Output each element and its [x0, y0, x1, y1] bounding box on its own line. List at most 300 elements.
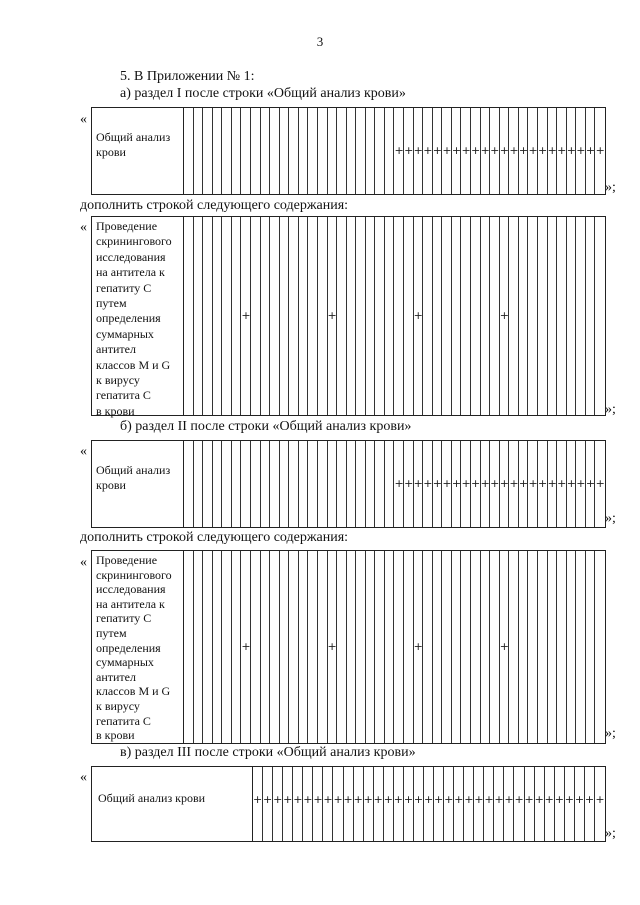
plus-mark: + [494, 793, 504, 806]
plus-mark: + [413, 477, 423, 490]
plus-mark: + [444, 793, 454, 806]
grid-column [509, 551, 519, 743]
plus-mark: + [404, 144, 414, 157]
grid-column [528, 217, 538, 415]
grid-column [514, 767, 524, 841]
plus-mark: + [480, 144, 490, 157]
grid-column [303, 767, 313, 841]
grid-column [299, 441, 309, 527]
grid-column [519, 217, 529, 415]
plus-mark: + [574, 793, 585, 806]
plus-mark: + [327, 640, 337, 653]
grid-column [261, 217, 271, 415]
row-label: Общий анализ крови [96, 130, 171, 160]
open-quote: « [80, 770, 87, 785]
grid-column [347, 108, 357, 194]
blood-test-row-table [91, 440, 606, 528]
plus-mark: + [471, 144, 481, 157]
grid-column [471, 441, 481, 527]
grid-column [586, 441, 596, 527]
grid-column [270, 551, 280, 743]
close-quote: »; [605, 402, 616, 417]
grid-column [299, 108, 309, 194]
plus-mark: + [253, 793, 263, 806]
grid-column [471, 551, 481, 743]
grid-column [328, 108, 338, 194]
grid-column [308, 441, 318, 527]
blood-test-row-table [91, 107, 606, 195]
grid-column [194, 551, 204, 743]
plus-mark: + [373, 793, 383, 806]
grid-column [194, 441, 204, 527]
grid-column [494, 767, 504, 841]
plus-mark: + [323, 793, 333, 806]
grid-column [337, 217, 347, 415]
plus-mark: + [263, 793, 273, 806]
row-label-cell [92, 767, 253, 841]
section-a-title: а) раздел I после строки «Общий анализ крови» [120, 86, 406, 101]
section-c-title: в) раздел III после строки «Общий анализ крови» [120, 745, 416, 760]
grid-column [444, 767, 454, 841]
grid-column [366, 108, 376, 194]
close-quote: »; [605, 511, 616, 526]
grid-column [565, 767, 575, 841]
grid-column [323, 767, 333, 841]
plus-mark: + [413, 309, 423, 322]
grid-column [500, 441, 510, 527]
plus-mark: + [576, 477, 586, 490]
grid-column [308, 551, 318, 743]
plus-mark: + [547, 477, 557, 490]
grid-column [509, 217, 519, 415]
grid-column [289, 217, 299, 415]
grid-column [481, 108, 491, 194]
plus-mark: + [584, 793, 595, 806]
grid-column [423, 441, 433, 527]
grid-column [184, 551, 194, 743]
open-quote: « [80, 112, 87, 127]
plus-mark: + [509, 477, 519, 490]
row-label: Общий анализ крови [96, 463, 171, 493]
grid-column [490, 217, 500, 415]
plus-mark: + [343, 793, 353, 806]
grid-column [424, 767, 434, 841]
supplement-text: дополнить строкой следующего содержания: [80, 530, 349, 545]
plus-mark: + [413, 640, 423, 653]
plus-mark: + [333, 793, 343, 806]
grid-column [585, 767, 595, 841]
plus-mark: + [461, 144, 471, 157]
grid-column [548, 551, 558, 743]
grid-column [213, 108, 223, 194]
plus-mark: + [413, 793, 424, 806]
plus-mark: + [534, 793, 544, 806]
grid-column [452, 217, 462, 415]
grid-column [232, 441, 242, 527]
plus-mark: + [595, 144, 605, 157]
plus-mark: + [432, 144, 442, 157]
row-label: Общий анализ крови [98, 791, 206, 805]
plus-mark: + [499, 144, 509, 157]
grid-column [500, 217, 510, 415]
plus-mark: + [461, 477, 471, 490]
grid-column [203, 217, 213, 415]
row-label-cell [92, 441, 184, 527]
grid-column [328, 441, 338, 527]
grid-column [404, 108, 414, 194]
grid-column [474, 767, 484, 841]
plus-mark: + [404, 477, 414, 490]
grid-column [366, 551, 376, 743]
grid-column [203, 551, 213, 743]
grid-column [222, 441, 232, 527]
grid-column [500, 551, 510, 743]
plus-mark: + [434, 793, 444, 806]
grid-column [241, 108, 251, 194]
grid-column [356, 441, 366, 527]
grid-column [213, 551, 223, 743]
grid-column [538, 551, 548, 743]
row-label-cell [92, 108, 184, 194]
plus-mark: + [585, 144, 596, 157]
open-quote: « [80, 220, 87, 235]
page-number: 3 [316, 34, 324, 49]
grid-column [557, 217, 567, 415]
grid-column [423, 217, 433, 415]
plus-mark: + [394, 477, 404, 490]
grid-column [414, 767, 424, 841]
plus-mark: + [564, 793, 574, 806]
grid-column [222, 551, 232, 743]
grid-column [374, 767, 384, 841]
grid-column [555, 767, 565, 841]
grid-column [213, 217, 223, 415]
grid-column [433, 217, 443, 415]
grid-column [500, 108, 510, 194]
plus-mark: + [524, 793, 534, 806]
open-quote: « [80, 555, 87, 570]
plus-mark: + [499, 477, 509, 490]
plus-mark: + [528, 477, 538, 490]
grid-column [442, 217, 452, 415]
grid-column [261, 108, 271, 194]
grid-column [576, 441, 586, 527]
grid-column [548, 108, 558, 194]
grid-column [471, 217, 481, 415]
close-quote: »; [605, 826, 616, 841]
plus-mark: + [499, 640, 509, 653]
grid-column [289, 551, 299, 743]
plus-mark: + [241, 640, 251, 653]
grid-column [528, 441, 538, 527]
grid-column [575, 767, 585, 841]
grid-column [318, 441, 328, 527]
plus-mark: + [293, 793, 303, 806]
grid-column [481, 441, 491, 527]
grid-column [394, 767, 404, 841]
grid-column [299, 217, 309, 415]
grid-column [545, 767, 555, 841]
plus-mark: + [303, 793, 313, 806]
section-b-title: б) раздел II после строки «Общий анализ крови» [120, 419, 412, 434]
grid-column [586, 217, 596, 415]
grid-column [222, 108, 232, 194]
grid-column [366, 441, 376, 527]
grid-column [557, 108, 567, 194]
plus-mark: + [499, 309, 509, 322]
grid-column [261, 551, 271, 743]
grid-column [270, 108, 280, 194]
grid-column [385, 108, 395, 194]
grid-column [595, 108, 605, 194]
plus-mark: + [451, 144, 462, 157]
grid-column [576, 217, 586, 415]
plus-mark: + [241, 309, 251, 322]
grid-column [452, 441, 462, 527]
grid-column [194, 217, 204, 415]
supplement-text: дополнить строкой следующего содержания: [80, 198, 349, 213]
grid-column [375, 108, 385, 194]
plus-mark: + [454, 793, 464, 806]
plus-mark: + [442, 144, 452, 157]
grid-column [289, 441, 299, 527]
screening-row-table [91, 550, 606, 744]
plus-mark: + [528, 144, 538, 157]
grid-column [538, 441, 548, 527]
plus-mark: + [585, 477, 596, 490]
grid-column [395, 551, 405, 743]
grid-column [414, 217, 424, 415]
grid-column [395, 441, 405, 527]
grid-column [442, 551, 452, 743]
grid-column [251, 551, 261, 743]
grid-column [509, 441, 519, 527]
grid-column [490, 108, 500, 194]
grid-column [433, 441, 443, 527]
grid-column [270, 217, 280, 415]
grid-column [253, 767, 263, 841]
plus-mark: + [423, 144, 433, 157]
grid-column [366, 217, 376, 415]
grid-column [385, 551, 395, 743]
plus-mark: + [283, 793, 293, 806]
screening-row-table [91, 216, 606, 416]
plus-mark: + [576, 144, 586, 157]
grid-column [404, 551, 414, 743]
grid-column [442, 108, 452, 194]
grid-column [356, 551, 366, 743]
plus-mark: + [509, 144, 519, 157]
plus-mark: + [518, 477, 529, 490]
grid-column [385, 441, 395, 527]
grid-column [395, 217, 405, 415]
grid-column [232, 217, 242, 415]
grid-column [203, 441, 213, 527]
plus-mark: + [480, 477, 490, 490]
grid-column [404, 217, 414, 415]
grid-column [461, 108, 471, 194]
plus-mark: + [544, 793, 554, 806]
grid-column [595, 767, 605, 841]
grid-column [395, 108, 405, 194]
plus-mark: + [432, 477, 442, 490]
grid-column [557, 551, 567, 743]
grid-column [337, 108, 347, 194]
grid-column [567, 551, 577, 743]
grid-column [328, 217, 338, 415]
grid-column [595, 551, 605, 743]
grid-column [241, 217, 251, 415]
grid-column [344, 767, 354, 841]
grid-column [347, 441, 357, 527]
plus-mark: + [442, 477, 452, 490]
grid-column [509, 108, 519, 194]
grid-column [461, 217, 471, 415]
grid-column [318, 551, 328, 743]
plus-mark: + [423, 793, 434, 806]
plus-mark: + [403, 793, 414, 806]
grid-column [280, 441, 290, 527]
grid-column [337, 551, 347, 743]
grid-column [484, 767, 494, 841]
grid-column [567, 441, 577, 527]
grid-column [251, 441, 261, 527]
grid-column [328, 551, 338, 743]
grid-column [354, 767, 364, 841]
grid-column [414, 108, 424, 194]
grid-column [433, 108, 443, 194]
plus-mark: + [413, 144, 423, 157]
grid-column [385, 217, 395, 415]
close-quote: »; [605, 726, 616, 741]
grid-column [567, 217, 577, 415]
grid-column [270, 441, 280, 527]
grid-column [548, 441, 558, 527]
grid-column [184, 217, 194, 415]
grid-column [232, 551, 242, 743]
grid-column [375, 217, 385, 415]
grid-column [538, 108, 548, 194]
grid-column [384, 767, 394, 841]
grid-column [548, 217, 558, 415]
plus-mark: + [504, 793, 514, 806]
grid-column [454, 767, 464, 841]
grid-column [364, 767, 374, 841]
grid-column [404, 441, 414, 527]
grid-column [347, 217, 357, 415]
plus-mark: + [313, 793, 323, 806]
grid-column [313, 767, 323, 841]
grid-column [490, 441, 500, 527]
grid-column [194, 108, 204, 194]
plus-mark: + [327, 309, 337, 322]
grid-column [251, 108, 261, 194]
grid-column [280, 217, 290, 415]
grid-column [535, 767, 545, 841]
grid-column [519, 441, 529, 527]
grid-column [404, 767, 414, 841]
plus-mark: + [353, 793, 363, 806]
plus-mark: + [490, 477, 500, 490]
grid-column [471, 108, 481, 194]
grid-column [464, 767, 474, 841]
grid-column [504, 767, 514, 841]
grid-column [452, 108, 462, 194]
grid-column [273, 767, 283, 841]
grid-column [414, 551, 424, 743]
grid-column [538, 217, 548, 415]
grid-column [375, 441, 385, 527]
grid-column [525, 767, 535, 841]
plus-mark: + [518, 144, 529, 157]
plus-mark: + [547, 144, 557, 157]
grid-column [433, 551, 443, 743]
grid-column [184, 108, 194, 194]
grid-column [576, 551, 586, 743]
grid-column [557, 441, 567, 527]
grid-column [222, 217, 232, 415]
grid-column [337, 441, 347, 527]
grid-column [289, 108, 299, 194]
plus-mark: + [538, 477, 548, 490]
grid-column [375, 551, 385, 743]
plus-mark: + [474, 793, 484, 806]
grid-column [595, 441, 605, 527]
plus-mark: + [566, 144, 576, 157]
plus-mark: + [538, 144, 548, 157]
grid-column [423, 108, 433, 194]
plus-mark: + [464, 793, 474, 806]
grid-column [232, 108, 242, 194]
grid-column [241, 551, 251, 743]
grid-column [299, 551, 309, 743]
grid-column [519, 108, 529, 194]
grid-column [251, 217, 261, 415]
grid-column [263, 767, 273, 841]
plus-mark: + [566, 477, 576, 490]
plus-mark: + [595, 793, 605, 806]
grid-column [423, 551, 433, 743]
grid-column [347, 551, 357, 743]
grid-column [586, 108, 596, 194]
row-label: Проведение скринингового исследования на антитела к гепатиту С путем определения суммарных антител классов M и G к вирусу гепатита С в крови [96, 553, 172, 743]
grid-column [481, 551, 491, 743]
grid-column [461, 551, 471, 743]
grid-column [318, 108, 328, 194]
blood-test-row-table [91, 766, 606, 842]
row-label: Проведение скринингового исследования на антитела к гепатиту С путем определения суммарных антител классов M и G к вирусу гепатита С в крови [96, 219, 172, 418]
grid-column [528, 108, 538, 194]
plus-mark: + [554, 793, 564, 806]
grid-column [519, 551, 529, 743]
grid-column [241, 441, 251, 527]
grid-column [595, 217, 605, 415]
grid-column [434, 767, 444, 841]
grid-column [261, 441, 271, 527]
grid-column [356, 217, 366, 415]
grid-column [452, 551, 462, 743]
plus-mark: + [484, 793, 494, 806]
grid-column [283, 767, 293, 841]
plus-mark: + [273, 793, 283, 806]
grid-column [586, 551, 596, 743]
plus-mark: + [393, 793, 404, 806]
grid-column [490, 551, 500, 743]
plus-mark: + [557, 477, 567, 490]
grid-column [414, 441, 424, 527]
grid-column [203, 108, 213, 194]
grid-column [356, 108, 366, 194]
